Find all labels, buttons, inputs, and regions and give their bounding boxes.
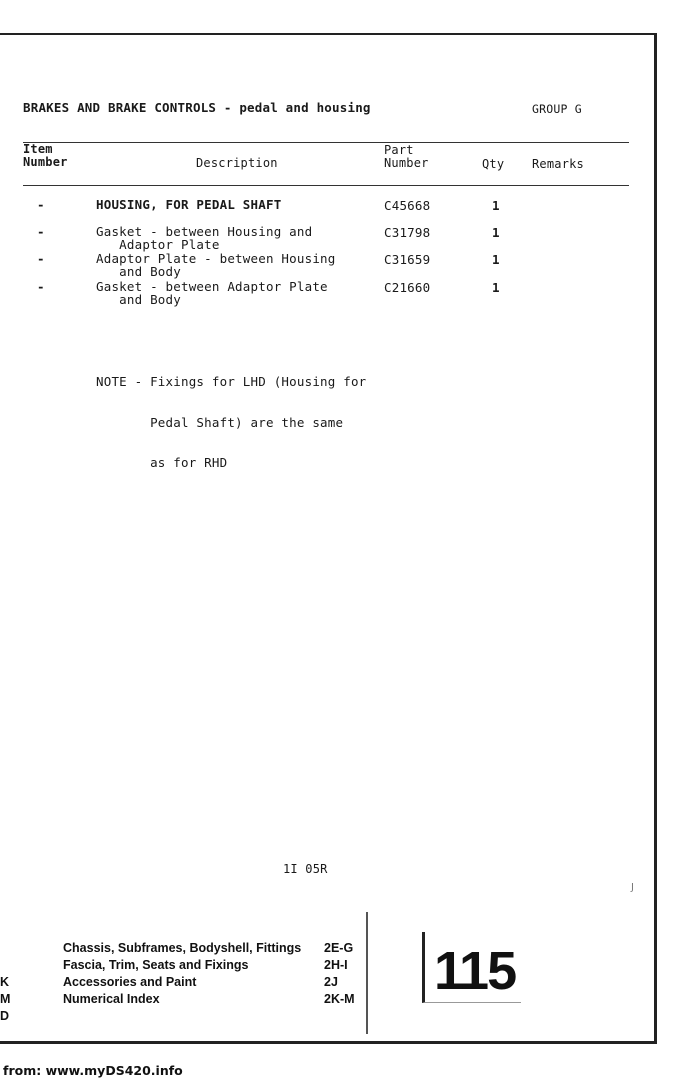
corner-mark: J <box>631 882 634 893</box>
row-item: - <box>37 279 45 294</box>
note-line-2: Pedal Shaft) are the same <box>96 414 344 430</box>
index-box-edge <box>366 912 368 1034</box>
index-entry-code: 2H-I <box>324 958 348 972</box>
fixings-note <box>96 348 366 483</box>
col-qty: Qty <box>482 157 505 171</box>
row-item: - <box>37 224 45 239</box>
index-entry-label: Fascia, Trim, Seats and Fixings <box>63 958 249 972</box>
page-number: 115 <box>434 941 516 1001</box>
row-description-cont: and Body <box>96 292 181 307</box>
row-description: Gasket - between Adaptor Plate <box>96 279 328 294</box>
note-line-3: as for RHD <box>96 455 228 470</box>
index-entry-code: 2E-G <box>324 941 354 955</box>
header-rule-bottom <box>23 185 629 186</box>
row-part-number: C31798 <box>384 225 431 240</box>
page-code: 1I 05R <box>283 862 328 876</box>
section-index <box>0 912 370 1034</box>
row-item: - <box>37 251 45 266</box>
index-entry-code: 2J <box>324 975 338 989</box>
page-frame-top <box>0 33 656 35</box>
index-edge-letter: D <box>0 1009 10 1023</box>
index-entry-code: 2K-M <box>324 992 355 1006</box>
row-qty: 1 <box>492 252 500 267</box>
row-description-cont: and Body <box>96 264 181 279</box>
row-description: HOUSING, FOR PEDAL SHAFT <box>96 197 282 212</box>
col-item-line2: Number <box>23 155 68 169</box>
row-part-number: C21660 <box>384 280 431 295</box>
col-part-line1: Part <box>384 143 414 157</box>
index-entry-label: Numerical Index <box>63 992 160 1006</box>
row-item: - <box>37 197 45 212</box>
index-edge-letter: K <box>0 975 10 989</box>
group-label: GROUP G <box>532 102 582 116</box>
col-item-line1: Item <box>23 142 53 156</box>
page-frame-right <box>654 33 657 1043</box>
row-description: Adaptor Plate - between Housing <box>96 251 336 266</box>
index-entry-label: Accessories and Paint <box>63 975 197 989</box>
page-title: BRAKES AND BRAKE CONTROLS - pedal and housing <box>23 100 371 115</box>
index-edge-letter: M <box>0 992 11 1006</box>
col-part-line2: Number <box>384 156 429 170</box>
row-part-number: C45668 <box>384 198 431 213</box>
header-rule-top <box>23 142 629 143</box>
note-line-1: NOTE - Fixings for LHD (Housing for <box>96 374 367 389</box>
row-part-number: C31659 <box>384 252 431 267</box>
col-description: Description <box>196 156 278 170</box>
row-qty: 1 <box>492 280 500 295</box>
col-remarks: Remarks <box>532 157 584 171</box>
row-qty: 1 <box>492 198 500 213</box>
source-footer: from: www.myDS420.info <box>3 1063 183 1078</box>
page-frame-bottom <box>0 1041 657 1044</box>
row-description-cont: Adaptor Plate <box>96 237 220 252</box>
row-qty: 1 <box>492 225 500 240</box>
row-description: Gasket - between Housing and <box>96 224 313 239</box>
index-entry-label: Chassis, Subframes, Bodyshell, Fittings <box>63 941 302 955</box>
